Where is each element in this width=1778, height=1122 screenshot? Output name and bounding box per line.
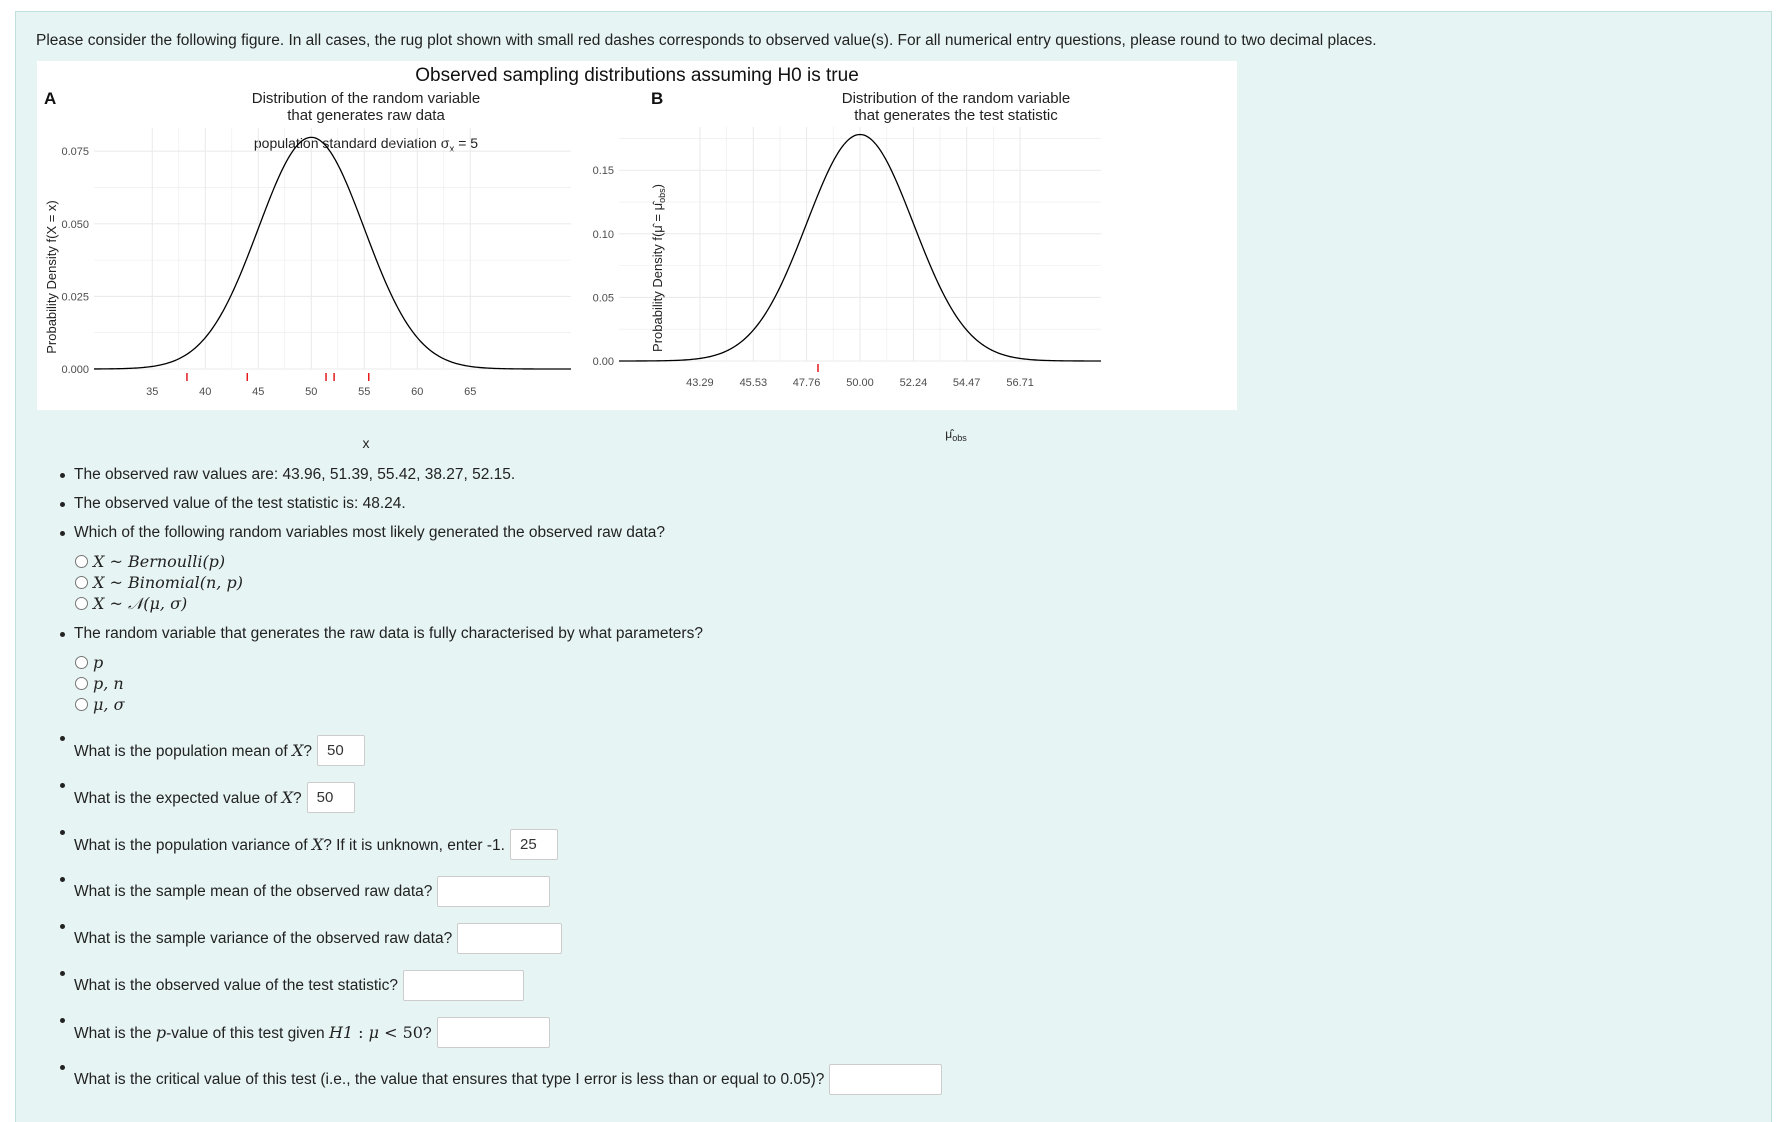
panel-a-label: A	[44, 89, 57, 108]
panel-a-y-tick-label: 0.075	[61, 146, 89, 159]
sample-mean-question-text: What is the sample mean of the observed raw data?	[74, 882, 433, 900]
panel-a-x-tick-label: 60	[411, 386, 424, 398]
p-value-question-text: What is the p-value of this test given H1 : μ < 50?	[74, 1022, 432, 1042]
population-mean-input[interactable]	[317, 735, 365, 766]
panel-a-y-tick-label: 0.025	[61, 291, 89, 304]
panel-b-x-tick-label: 43.29	[686, 377, 714, 389]
panel-b-x-tick-label: 54.47	[952, 377, 981, 389]
p-value-input[interactable]	[437, 1017, 550, 1048]
parameters-question-text: The random variable that generates the raw data is fully characterised by what parameters?	[74, 625, 703, 642]
param-option-p-label: p	[93, 653, 104, 672]
question-panel	[15, 11, 1772, 1122]
param-option-mu-sigma-label: μ, σ	[93, 695, 125, 714]
panel-a-title-line2: that generates raw data	[287, 107, 445, 124]
parameters-question	[36, 623, 1036, 727]
panel-a-x-tick-label: 40	[199, 386, 212, 398]
panel-a-x-tick-label: 35	[146, 386, 159, 398]
panel-a-y-tick-label: 0.000	[61, 364, 89, 376]
question-list	[36, 464, 1036, 1103]
rv-option-binomial-label: X ~ Binomial(n, p)	[93, 573, 243, 592]
sampling-distributions-figure	[37, 61, 1237, 451]
figure	[37, 61, 1237, 451]
panel-a-x-tick-label: 50	[305, 386, 318, 398]
rv-option-bernoulli-radio[interactable]	[75, 555, 88, 568]
param-option-p[interactable]	[75, 652, 1036, 673]
sample-variance-input[interactable]	[457, 923, 562, 954]
panel-b-x-tick-label: 56.71	[1006, 377, 1034, 389]
panel-b-x-tick-label: 45.53	[739, 377, 768, 389]
panel-a-title-line1: Distribution of the random variable	[251, 90, 481, 107]
expected-value-question	[36, 774, 1036, 821]
param-option-p-n[interactable]	[75, 673, 1036, 694]
panel-b-x-tick-label: 50.00	[846, 377, 874, 389]
panel-a-x-tick-label: 45	[252, 386, 265, 398]
sample-variance-question-text: What is the sample variance of the observed raw data?	[74, 929, 453, 947]
population-mean-question-text: What is the population mean of X?	[74, 740, 313, 760]
population-mean-question	[36, 727, 1036, 774]
panel-a-subtitle: population standard deviation $\sigma_x = 5$	[253, 135, 479, 155]
population-variance-input[interactable]	[510, 829, 558, 860]
panel-b-y-tick-label: 0.05	[592, 292, 614, 305]
critical-value-input[interactable]	[829, 1064, 942, 1095]
panel-b-title-line2: that generates the test statistic	[854, 107, 1058, 124]
test-statistic-bullet: The observed value of the test statistic is: 48.24.	[36, 493, 1036, 522]
expected-value-input[interactable]	[307, 782, 355, 813]
panel-b-xlabel: $\mû_{obs}$	[945, 427, 967, 443]
panel-a-ylabel: Probability Density f(X = x)	[44, 200, 59, 354]
rv-option-bernoulli[interactable]	[75, 551, 1036, 572]
intro-text: Please consider the following figure. In all cases, the rug plot shown with small red dashes corresponds to observed value(s). For all numerical entry questions, please round to two decimal places.	[36, 32, 1377, 49]
panel-a-x-tick-label: 55	[358, 386, 371, 398]
panel-b-x-tick-label: 47.76	[792, 377, 821, 389]
sample-variance-question	[36, 915, 1036, 962]
param-option-p-radio[interactable]	[75, 656, 88, 669]
panel-b-y-tick-label: 0.10	[592, 228, 614, 241]
critical-value-question	[36, 1056, 1036, 1103]
p-value-question	[36, 1009, 1036, 1056]
random-variable-question-text: Which of the following random variables most likely generated the observed raw data?	[74, 524, 666, 541]
raw-values-bullet: The observed raw values are: 43.96, 51.39, 55.42, 38.27, 52.15.	[36, 464, 1036, 493]
panel-b-y-tick-label: 0.00	[592, 356, 614, 368]
observed-statistic-question-text: What is the observed value of the test statistic?	[74, 976, 398, 994]
param-option-p-n-radio[interactable]	[75, 677, 88, 690]
population-variance-question	[36, 821, 1036, 868]
critical-value-question-text: What is the critical value of this test (i.e., the value that ensures that type I error is less than or equal to 0.05)?	[74, 1070, 825, 1088]
panel-b-ylabel: Probability Density f(μ̂ = $\mû_{obs}$)	[650, 184, 667, 352]
figure-title: Observed sampling distributions assuming H0 is true	[415, 65, 859, 86]
population-variance-question-text: What is the population variance of X? If it is unknown, enter -1.	[74, 834, 505, 854]
panel-a-x-tick-label: 65	[464, 386, 477, 398]
panel-a-xlabel: x	[362, 435, 370, 451]
observed-statistic-input[interactable]	[403, 970, 524, 1001]
sample-mean-input[interactable]	[437, 876, 550, 907]
rv-option-normal-radio[interactable]	[75, 597, 88, 610]
param-option-p-n-label: p, n	[93, 674, 124, 693]
parameters-options	[74, 652, 1036, 715]
expected-value-question-text: What is the expected value of X?	[74, 787, 302, 807]
random-variable-options	[74, 551, 1036, 614]
rv-option-binomial-radio[interactable]	[75, 576, 88, 589]
panel-b-x-tick-label: 52.24	[899, 377, 928, 389]
random-variable-question	[36, 522, 1036, 623]
rv-option-normal-label: X ~ 𝒩(μ, σ)	[93, 594, 188, 613]
param-option-mu-sigma-radio[interactable]	[75, 698, 88, 711]
rv-option-bernoulli-label: X ~ Bernoulli(p)	[93, 552, 226, 571]
sample-mean-question	[36, 868, 1036, 915]
panel-b-label: B	[651, 89, 664, 108]
rv-option-normal[interactable]	[75, 593, 1036, 614]
rv-option-binomial[interactable]	[75, 572, 1036, 593]
param-option-mu-sigma[interactable]	[75, 694, 1036, 715]
panel-b-y-tick-label: 0.15	[592, 165, 614, 178]
panel-a-y-tick-label: 0.050	[61, 218, 89, 231]
panel-b-title-line1: Distribution of the random variable	[841, 90, 1071, 107]
observed-statistic-question	[36, 962, 1036, 1009]
